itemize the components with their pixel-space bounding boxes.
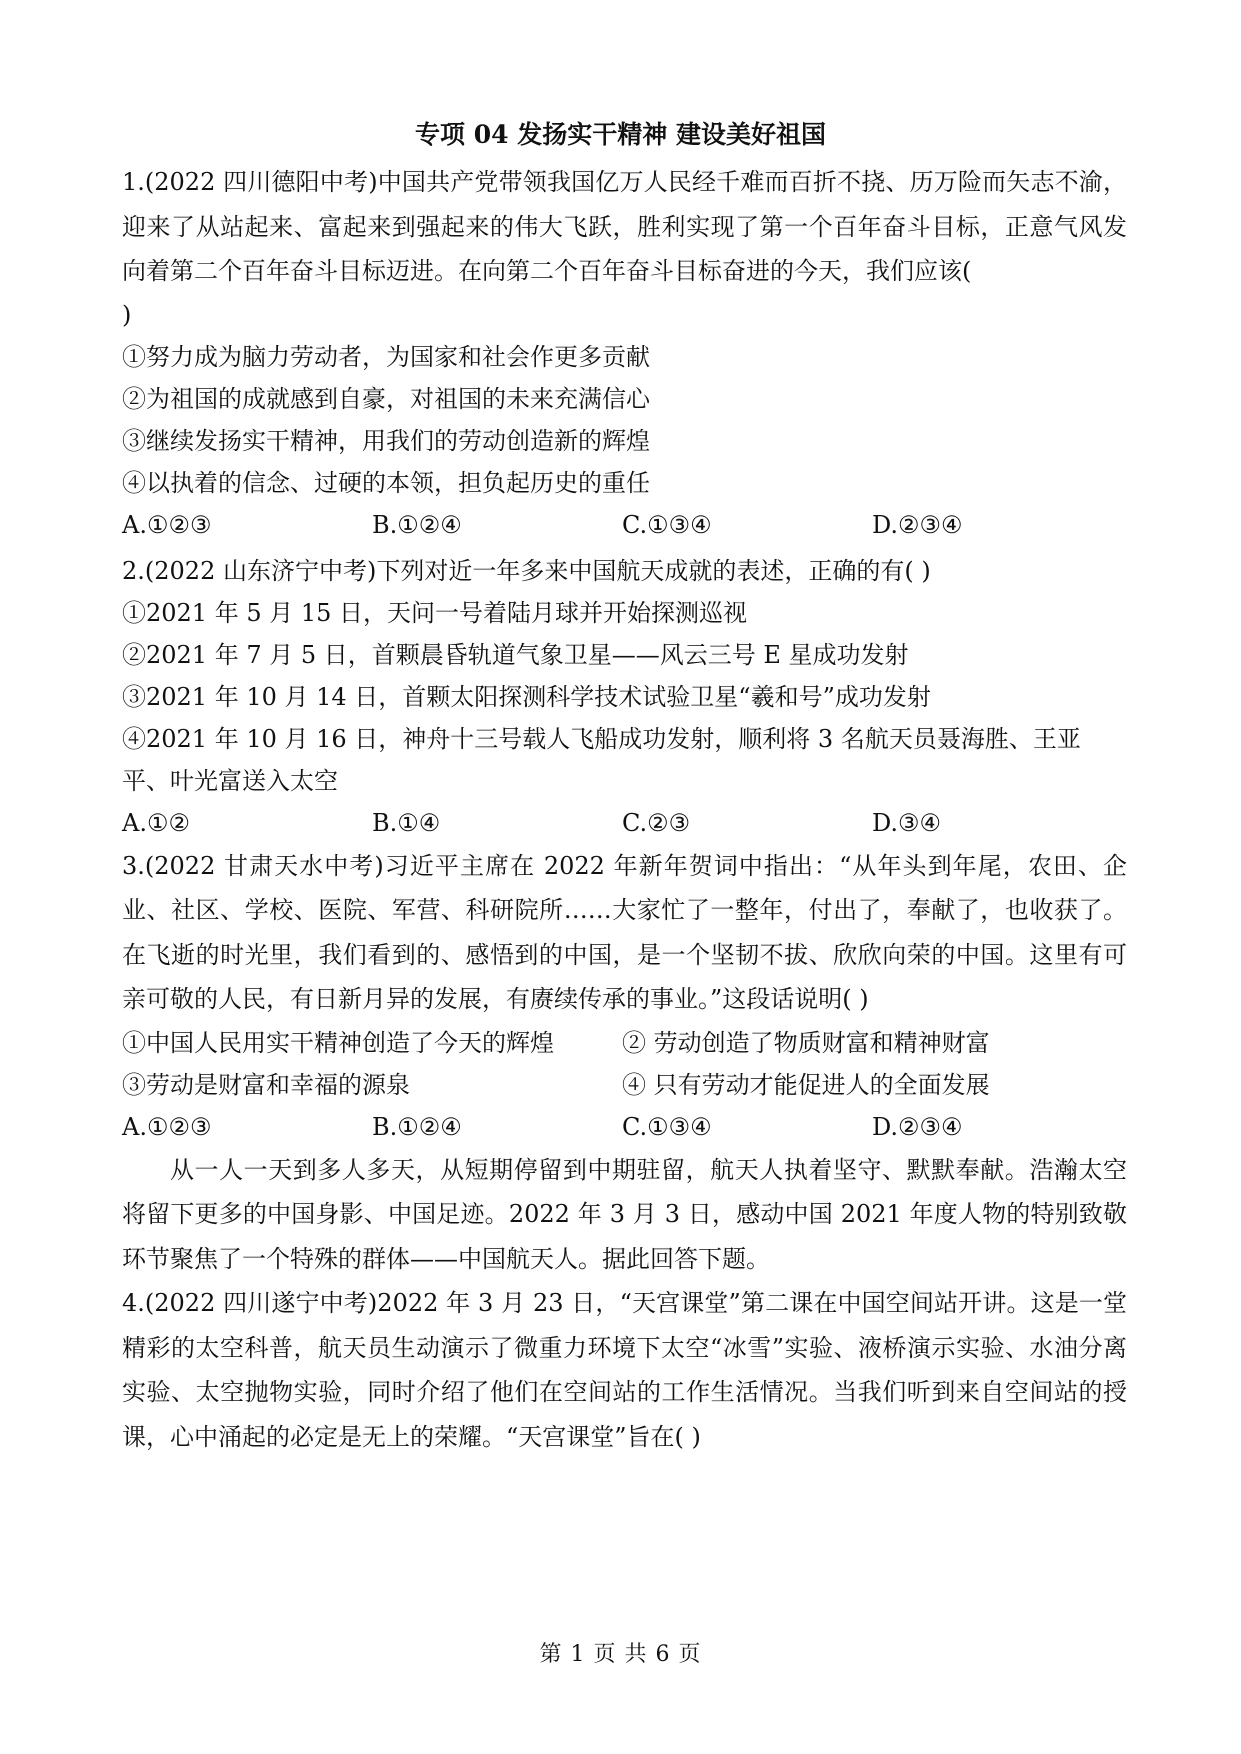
question-3-item-3: ③劳动是财富和幸福的源泉 [122,1070,410,1099]
option-d: D.③④ [872,808,942,837]
question-3-items-row-2 [122,1064,1127,1106]
question-1-item-3: ③继续发扬实干精神，用我们的劳动创造新的辉煌 [122,426,650,455]
question-2-options [122,802,1127,844]
question-1-item-4: ④以执着的信念、过硬的本领，担负起历史的重任 [122,468,650,497]
question-3-stem: 3.(2022 甘肃天水中考)习近平主席在 2022 年新年贺词中指出：“从年头到年尾，农田、企业、社区、学校、医院、军营、科研院所……大家忙了一整年，付出了，奉献了，也收获了。在飞逝的时光里，我们看到的、感悟到的中国，是一个坚韧不拔、欣欣向荣的中国。这里有可亲可敬的人民，有日新月异的发展，有赓续传承的事业。”这段话说明( ) [122,851,1127,1013]
reading-passage: 从一人一天到多人多天，从短期停留到中期驻留，航天人执着坚守、默默奉献。浩瀚太空将留下更多的中国身影、中国足迹。2022 年 3 月 3 日，感动中国 2021 年度人物的特别致敬环节聚焦了一个特殊的群体——中国航天人。据此回答下题。 [122,1155,1127,1273]
question-2-item-3: ③2021 年 10 月 14 日，首颗太阳探测科学技术试验卫星“羲和号”成功发射 [122,682,931,711]
option-c: C.①③④ [622,1112,712,1141]
option-d: D.②③④ [872,510,963,539]
question-4-stem: 4.(2022 四川遂宁中考)2022 年 3 月 23 日，“天宫课堂”第二课在中国空间站开讲。这是一堂精彩的太空科普，航天员生动演示了微重力环境下太空“冰雪”实验、液桥演示实验、水油分离实验、太空抛物实验，同时介绍了他们在空间站的工作生活情况。当我们听到来自空间站的授课，心中涌起的必定是无上的荣耀。“天宫课堂”旨在( ) [122,1289,1127,1451]
question-2-item-2: ②2021 年 7 月 5 日，首颗晨昏轨道气象卫星——风云三号 E 星成功发射 [122,640,909,669]
option-a: A.①②③ [122,510,212,539]
question-3-item-2: ② 劳动创造了物质财富和精神财富 [622,1028,990,1057]
question-3-options [122,1106,1127,1148]
question-1-options [122,504,1127,546]
question-2 [122,550,1127,844]
question-3 [122,844,1127,1148]
option-b: B.①④ [372,808,441,837]
question-2-item-4: ④2021 年 10 月 16 日，神舟十三号载人飞船成功发射，顺利将 3 名航天员聂海胜、王亚平、叶光富送入太空 [122,724,1081,795]
question-3-item-4: ④ 只有劳动才能促进人的全面发展 [622,1070,990,1099]
question-1-item-1: ①努力成为脑力劳动者，为国家和社会作更多贡献 [122,342,650,371]
question-1-stem-end: ) [122,300,132,329]
question-2-item-1: ①2021 年 5 月 15 日，天问一号着陆月球并开始探测巡视 [122,598,748,627]
option-d: D.②③④ [872,1112,963,1141]
option-a: A.①②③ [122,1112,212,1141]
question-list [122,160,1127,1459]
option-c: C.②③ [622,808,691,837]
question-3-item-1: ①中国人民用实干精神创造了今天的辉煌 [122,1028,554,1057]
question-1-item-2: ②为祖国的成就感到自豪，对祖国的未来充满信心 [122,384,650,413]
question-4 [122,1281,1127,1459]
question-3-items-row-1 [122,1022,1127,1064]
option-a: A.①② [122,808,190,837]
question-1 [122,160,1127,546]
option-b: B.①②④ [372,510,462,539]
question-1-stem: 1.(2022 四川德阳中考)中国共产党带领我国亿万人民经千难而百折不挠、历万险而矢志不渝，迎来了从站起来、富起来到强起来的伟大飞跃，胜利实现了第一个百年奋斗目标，正意气风发向着第二个百年奋斗目标迈进。在向第二个百年奋斗目标奋进的今天，我们应该( [122,168,1127,285]
page-footer: 第 1 页 共 6 页 [539,1642,702,1667]
question-2-stem: 2.(2022 山东济宁中考)下列对近一年多来中国航天成就的表述，正确的有( ) [122,556,931,585]
option-b: B.①②④ [372,1112,462,1141]
page-title: 专项 04 发扬实干精神 建设美好祖国 [415,120,826,149]
option-c: C.①③④ [622,510,712,539]
